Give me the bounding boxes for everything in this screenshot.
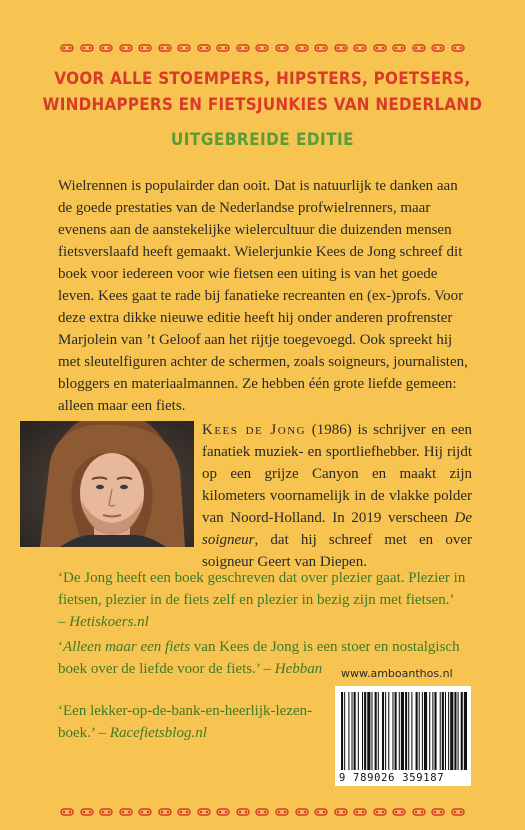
barcode-bar	[367, 692, 370, 770]
bicycle-chain-icon	[119, 44, 133, 52]
barcode-bars	[335, 686, 471, 772]
author-bio	[202, 419, 472, 573]
review-quote-1-source: Hetiskoers.nl	[69, 614, 149, 630]
bicycle-chain-icon	[295, 44, 309, 52]
bicycle-chain-icon	[392, 44, 406, 52]
bicycle-chain-icon	[216, 808, 230, 816]
author-photo	[20, 421, 194, 547]
bicycle-chain-icon	[99, 808, 113, 816]
bicycle-chain-icon	[197, 44, 211, 52]
bicycle-chain-icon	[451, 44, 465, 52]
barcode-bar	[395, 692, 397, 770]
barcode-bar	[448, 692, 449, 770]
barcode-bar	[424, 692, 427, 770]
barcode-bar	[362, 692, 363, 770]
barcode-bar	[354, 692, 356, 770]
bicycle-chain-icon	[158, 44, 172, 52]
bicycle-chain-icon	[275, 44, 289, 52]
bicycle-chain-icon	[80, 808, 94, 816]
bicycle-chain-icon	[80, 44, 94, 52]
barcode-bar	[411, 692, 412, 770]
bicycle-chain-icon	[373, 44, 387, 52]
barcode-bar	[382, 692, 384, 770]
bicycle-chain-icon	[197, 808, 211, 816]
publisher-url: www.amboanthos.nl	[341, 667, 453, 680]
bicycle-chain-icon	[255, 808, 269, 816]
review-quote-3-text: ‘Een lekker-op-de-bank-en-heerlijk-lezen-boek.’ –	[58, 703, 313, 741]
barcode-bar	[422, 692, 423, 770]
bicycle-chain-icon	[451, 808, 465, 816]
review-quote-1-text: ‘De Jong heeft een boek geschreven dat over plezier gaat. Plezier in fietsen, plezier in de fiets zelf en plezier in bezig zijn met fietsen.’	[58, 570, 466, 608]
bicycle-chain-icon	[334, 808, 348, 816]
bicycle-chain-icon	[177, 808, 191, 816]
barcode-bar	[461, 692, 463, 770]
barcode-bar	[440, 692, 441, 770]
bicycle-chain-icon	[314, 44, 328, 52]
barcode-bar	[419, 692, 420, 770]
bicycle-chain-icon	[60, 808, 74, 816]
barcode-bar	[364, 692, 366, 770]
bicycle-chain-icon	[373, 808, 387, 816]
bicycle-chain-icon	[158, 808, 172, 816]
headline-line-2: WINDHAPPERS EN FIETSJUNKIES VAN NEDERLAND	[42, 95, 483, 114]
barcode-bar	[392, 692, 393, 770]
author-portrait-illustration	[20, 421, 194, 547]
bicycle-chain-icon	[236, 808, 250, 816]
bicycle-chain-icon	[255, 44, 269, 52]
review-quote-2-source: Hebban	[274, 661, 323, 677]
review-quote-2: ‘Alleen maar een fiets van Kees de Jong is een stoer en nostalgisch boek over de liefde voor de fiets.’ – Hebban	[58, 639, 460, 677]
bicycle-chain-icon	[138, 44, 152, 52]
isbn-digits: 9 789026 359187	[339, 772, 445, 784]
previous-book-title: De soigneur	[202, 510, 472, 548]
barcode-bar	[348, 692, 349, 770]
barcode-bar	[464, 692, 467, 770]
bicycle-chain-icon	[353, 44, 367, 52]
bicycle-chain-icon	[334, 44, 348, 52]
bicycle-chain-icon	[177, 44, 191, 52]
bicycle-chain-icon	[275, 808, 289, 816]
headline-line-1: VOOR ALLE STOEMPERS, HIPSTERS, POETSERS,	[54, 69, 471, 88]
barcode-bar	[358, 692, 359, 770]
bicycle-chain-icon	[138, 808, 152, 816]
barcode-bar	[378, 692, 379, 770]
author-bio-text-2: , dat hij schreef met en over soigneur Geert van Diepen.	[202, 532, 472, 570]
author-name: Kees de Jong	[202, 422, 307, 438]
bicycle-chain-icon	[392, 808, 406, 816]
barcode-bar	[416, 692, 418, 770]
barcode-bar	[408, 692, 409, 770]
barcode-bar	[344, 692, 345, 770]
barcode-bar	[399, 692, 400, 770]
barcode-bar	[429, 692, 430, 770]
barcode-bar	[371, 692, 372, 770]
review-quote-3-source: Racefietsblog.nl	[109, 725, 207, 741]
barcode-bar	[401, 692, 404, 770]
review-quote-1: ‘De Jong heeft een boek geschreven dat over plezier gaat. Plezier in fietsen, plezier in de fiets zelf en plezier in bezig zijn met fietsen.’ – Hetiskoers.nl	[58, 570, 466, 630]
barcode-bar	[442, 692, 444, 770]
chain-border-bottom	[60, 806, 465, 818]
bicycle-chain-icon	[412, 44, 426, 52]
barcode-bar	[450, 692, 453, 770]
edition-label: UITGEBREIDE EDITIE	[170, 130, 355, 150]
barcode-bar	[388, 692, 389, 770]
author-bio-text-1: (1986) is schrijver en een fanatiek muziek- en sportliefhebber. Hij rijdt op een grijze Canyon en maakt zijn kilometers voornamelijk in de vlakke polder van Noord-Holland. In 2019 verscheen	[202, 422, 472, 526]
bicycle-chain-icon	[236, 44, 250, 52]
bicycle-chain-icon	[60, 44, 74, 52]
bicycle-chain-icon	[99, 44, 113, 52]
bicycle-chain-icon	[412, 808, 426, 816]
barcode-bar	[432, 692, 433, 770]
barcode-bar	[458, 692, 459, 770]
barcode-bar	[405, 692, 407, 770]
barcode-bar	[445, 692, 446, 770]
chain-border-top	[60, 42, 465, 54]
bicycle-chain-icon	[295, 808, 309, 816]
barcode-bar	[375, 692, 377, 770]
bicycle-chain-icon	[431, 44, 445, 52]
bicycle-chain-icon	[216, 44, 230, 52]
barcode-bar	[434, 692, 436, 770]
review-quote-3	[58, 700, 318, 744]
bicycle-chain-icon	[314, 808, 328, 816]
barcode-bar	[385, 692, 386, 770]
headline	[39, 66, 485, 118]
barcode-bar	[341, 692, 343, 770]
isbn-barcode	[335, 686, 471, 786]
bicycle-chain-icon	[119, 808, 133, 816]
bicycle-chain-icon	[353, 808, 367, 816]
barcode-bar	[352, 692, 353, 770]
blurb-paragraph: Wielrennen is populairder dan ooit. Dat is natuurlijk te danken aan de goede prestaties van de Nederlandse profwielrenners, maar evenens aan de aanstekelijke wielercultuur die duizenden mensen fietsverslaafd heeft gemaakt. Wielerjunkie Kees de Jong schreef dit boek voor iedereen voor wie fietsen een uiting is van het goede leven. Kees gaat te rade bij fanatieke recreanten en (ex-)profs. Voor deze extra dikke nieuwe editie heeft hij onder anderen profrenster Marjolein van ’t Geloof aan het rijtje toegevoegd. Ook spreekt hij met sleutelfiguren achter de schermen, zoals soigneurs, journalisten, bloggers en materiaalmannen. Ze hebben één grote liefde gemeen: alleen maar een fiets.	[58, 178, 468, 414]
bicycle-chain-icon	[431, 808, 445, 816]
review-quote-2-book-title: Alleen maar een fiets	[63, 639, 191, 655]
review-quote-2-text: van Kees de Jong is een stoer en nostalgisch boek over de liefde voor de fiets.’ –	[58, 639, 460, 677]
barcode-bar	[454, 692, 456, 770]
